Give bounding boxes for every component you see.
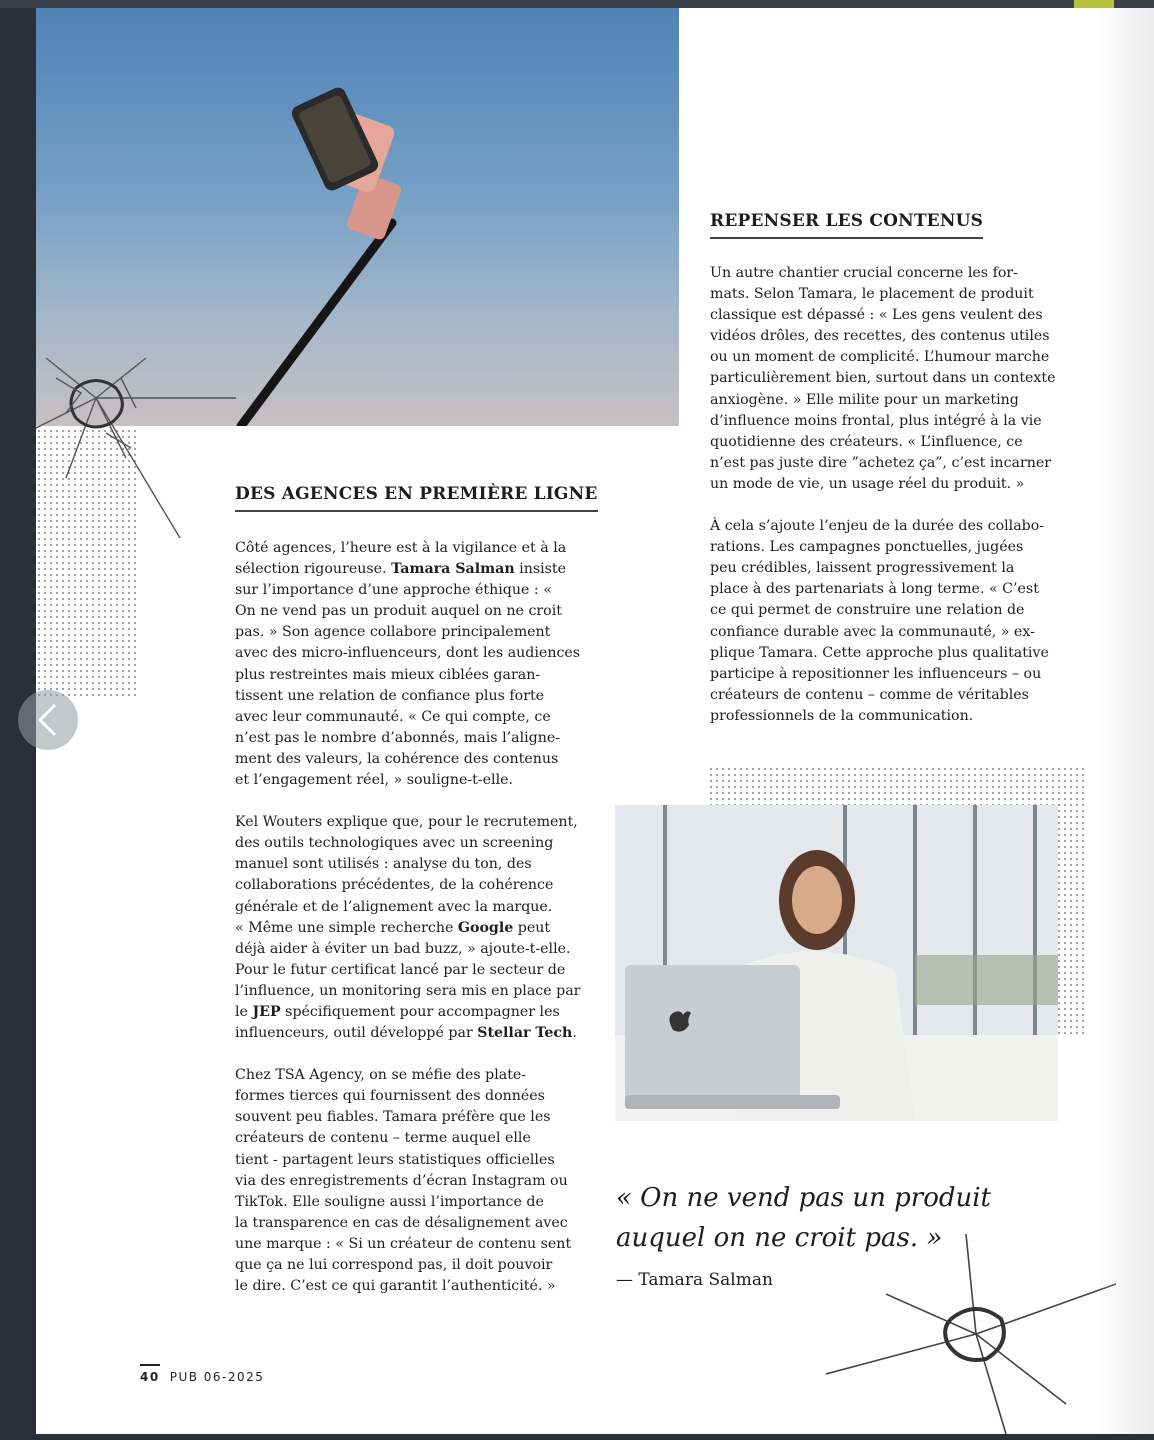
text-fragment: sélection rigoureuse. — [235, 561, 392, 578]
pull-quote — [616, 1178, 1036, 1258]
text-line — [235, 918, 575, 939]
cracked-glass-decoration — [36, 338, 256, 538]
magazine-page — [36, 8, 1154, 1434]
right-column-text — [710, 263, 1060, 748]
paragraph — [710, 516, 1060, 727]
text-line: sur l’importance d’une approche éthique : « — [235, 582, 552, 599]
text-line: des outils technologiques avec un screening — [235, 835, 554, 852]
text-line: rations. Les campagnes ponctuelles, jugées — [710, 539, 1024, 556]
person-name: Tamara Salman — [391, 561, 515, 578]
text-line: déjà aider à éviter un bad buzz, » ajoute-t-elle. — [235, 940, 571, 957]
publication-info: PUB 06-2025 — [169, 1370, 265, 1384]
left-column-text — [235, 538, 581, 1318]
text-line: n’est pas juste dire ”achetez ça”, c’est incarner — [710, 454, 1052, 471]
company-name: Stellar Tech — [477, 1025, 573, 1042]
text-fragment: « Même une simple recherche — [235, 919, 458, 936]
text-line: collaborations précédentes, de la cohérence — [235, 877, 554, 894]
text-line: Côté agences, l’heure est à la vigilance et à la — [235, 540, 567, 556]
text-line: n’est pas le nombre d’abonnés, mais l’aligne- — [235, 729, 561, 746]
text-line: Pour le futur certificat lancé par le secteur de — [235, 961, 566, 978]
text-line: mats. Selon Tamara, le placement de produit — [710, 286, 1034, 303]
text-line: À cela s’ajoute l’enjeu de la durée des collabo- — [710, 518, 1045, 535]
text-line: On ne vend pas un produit auquel on ne croit — [235, 603, 562, 620]
portrait-photo — [615, 805, 1058, 1121]
section-heading-contenus: REPENSER LES CONTENUS — [710, 211, 983, 239]
text-line: Chez TSA Agency, on se méfie des plate- — [235, 1067, 527, 1084]
text-line: quotidienne des créateurs. « L’influence, ce — [710, 433, 1023, 450]
section-heading-agences: DES AGENCES EN PREMIÈRE LIGNE — [235, 484, 598, 512]
paragraph — [710, 263, 1060, 495]
text-fragment: . — [572, 1025, 577, 1042]
text-line: tient - partagent leurs statistiques officielles — [235, 1151, 555, 1168]
text-fragment: peut — [513, 919, 551, 936]
text-line: ce qui permet de construire une relation de — [710, 602, 1025, 619]
text-line: Kel Wouters explique que, pour le recrutement, — [235, 814, 578, 831]
text-line: souvent peu fiables. Tamara préfère que les — [235, 1109, 551, 1126]
text-line: le dire. C’est ce qui garantit l’authenticité. » — [235, 1278, 556, 1295]
text-line: plique Tamara. Cette approche plus qualitative — [710, 644, 1049, 661]
text-line: vidéos drôles, des recettes, des contenus utiles — [710, 328, 1050, 345]
text-line: avec leur communauté. « Ce qui compte, ce — [235, 708, 551, 725]
chevron-left-icon — [18, 690, 78, 750]
text-line — [235, 559, 575, 580]
accent-strip — [1074, 0, 1114, 8]
page-number: 40 — [140, 1364, 160, 1384]
paragraph — [235, 538, 581, 791]
text-line: professionnels de la communication. — [710, 707, 974, 724]
brand-name: Google — [457, 919, 514, 936]
text-line: formes tierces qui fournissent des données — [235, 1088, 545, 1105]
cracked-glass-decoration-bottom — [826, 1234, 1126, 1434]
page-edge-shadow — [1094, 8, 1154, 1434]
paragraph — [235, 812, 581, 1044]
text-line: tissent une relation de confiance plus forte — [235, 687, 545, 704]
text-line: générale et de l’alignement avec la marque. — [235, 898, 553, 915]
text-line: confiance durable avec la communauté, » ex- — [710, 623, 1035, 640]
quote-line: « On ne vend pas un produit — [616, 1183, 992, 1213]
previous-page-button[interactable] — [18, 690, 78, 750]
text-line: ment des valeurs, la cohérence des contenus — [235, 750, 559, 767]
text-line: place à des partenariats à long terme. « C’est — [710, 581, 1039, 598]
text-line: que ça ne lui correspond pas, il doit pouvoir — [235, 1257, 553, 1273]
text-line: d’influence moins frontal, plus intégré à la vie — [710, 412, 1042, 429]
paragraph — [235, 1065, 575, 1297]
text-line: avec des micro-influenceurs, dont les audiences — [235, 645, 581, 662]
viewer-top-bar — [0, 0, 1154, 8]
text-line: la transparence en cas de désalignement avec — [235, 1214, 568, 1231]
text-line: et l’engagement réel, » souligne-t-elle. — [235, 772, 514, 789]
text-line: pas. » Son agence collabore principalement — [235, 624, 551, 641]
text-line: via des enregistrements d’écran Instagram ou — [235, 1172, 568, 1189]
text-line — [235, 1002, 575, 1023]
text-line: TikTok. Elle souligne aussi l’importance de — [235, 1193, 544, 1210]
text-line: ou un moment de complicité. L’humour marche — [710, 349, 1050, 366]
text-line — [235, 1023, 575, 1044]
text-line: Un autre chantier crucial concerne les for- — [710, 265, 1018, 281]
text-line: manuel sont utilisés : analyse du ton, des — [235, 856, 532, 873]
organization-name: JEP — [252, 1003, 281, 1020]
text-line: créateurs de contenu – comme de véritables — [710, 686, 1029, 703]
page-footer — [140, 1370, 264, 1384]
text-line: un mode de vie, un usage réel du produit. » — [710, 475, 1025, 492]
text-line: l’influence, un monitoring sera mis en place par — [235, 982, 581, 999]
woman-laptop-illustration — [615, 805, 1058, 1121]
text-line: plus restreintes mais mieux ciblées garan- — [235, 666, 541, 683]
text-line: peu crédibles, laissent progressivement la — [710, 560, 1015, 577]
text-line: une marque : « Si un créateur de contenu sent — [235, 1235, 572, 1252]
text-fragment: influenceurs, outil développé par — [235, 1025, 478, 1042]
quote-line: auquel on ne croit pas. » — [616, 1223, 943, 1253]
text-fragment: le — [235, 1003, 253, 1020]
text-line: participe à repositionner les influenceurs – ou — [710, 665, 1042, 682]
quote-author: — Tamara Salman — [616, 1270, 773, 1290]
text-line: créateurs de contenu – terme auquel elle — [235, 1130, 531, 1147]
text-fragment: insiste — [514, 561, 567, 578]
text-line: anxiogène. » Elle milite pour un marketing — [710, 391, 1019, 408]
text-line: classique est dépassé : « Les gens veulent des — [710, 307, 1043, 324]
text-line: particulièrement bien, surtout dans un contexte — [710, 370, 1056, 387]
text-fragment: spécifiquement pour accompagner les — [280, 1003, 560, 1020]
